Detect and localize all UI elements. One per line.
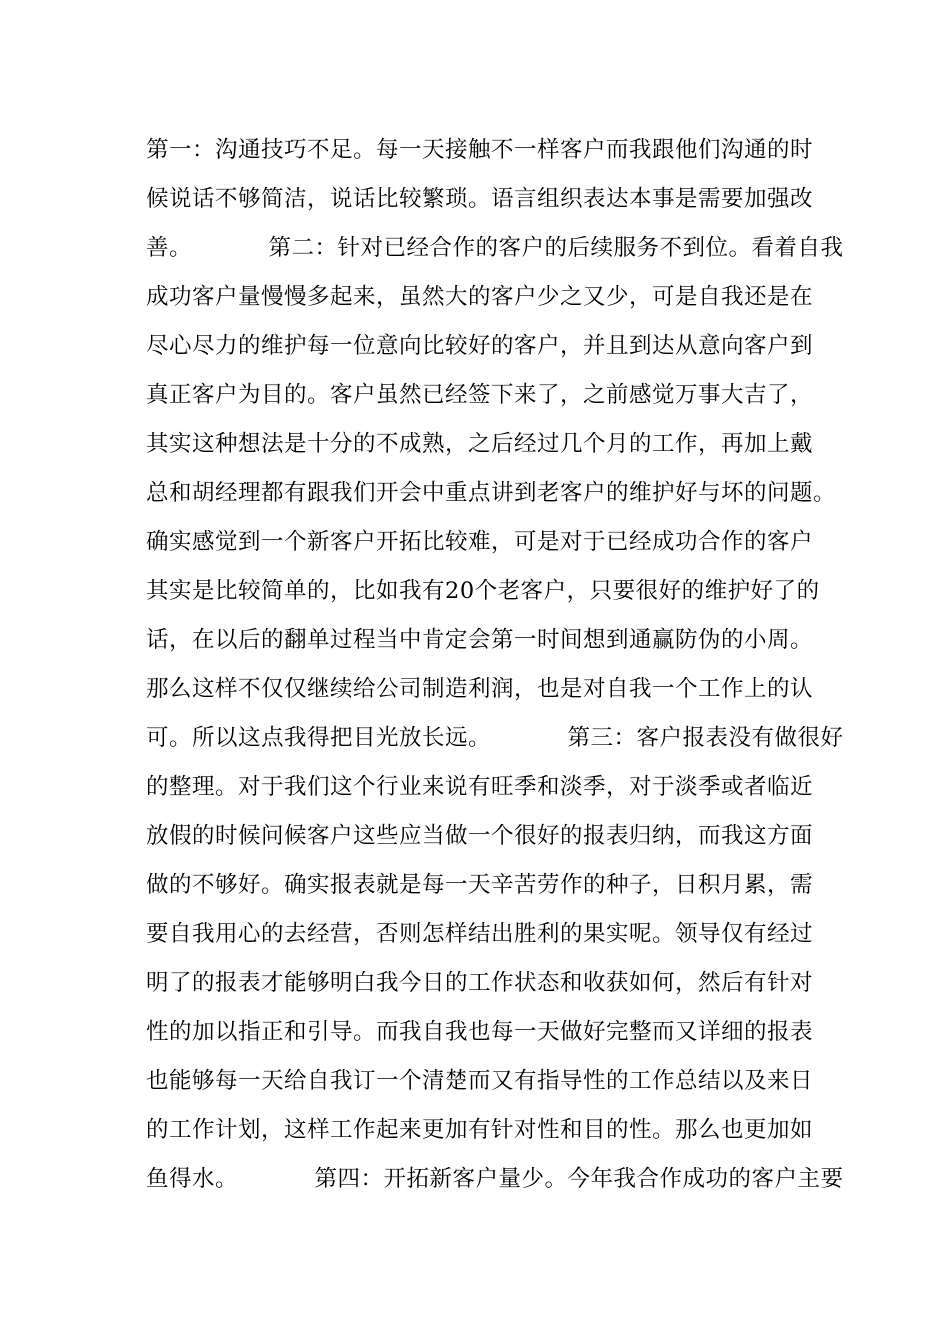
text-line: 第一：沟通技巧不足。每一天接触不一样客户而我跟他们沟通的时 — [146, 137, 814, 163]
text-line: 真正客户为目的。客户虽然已经签下来了，之前感觉万事大吉了， — [146, 382, 814, 408]
text-line: 放假的时候问候客户这些应当做一个很好的报表归纳，而我这方面 — [146, 823, 814, 849]
text-line: 话，在以后的翻单过程当中肯定会第一时间想到通赢防伪的小周。 — [146, 627, 814, 653]
text-line: 要自我用心的去经营，否则怎样结出胜利的果实呢。领导仅有经过 — [146, 921, 814, 947]
text-line: 的整理。对于我们这个行业来说有旺季和淡季，对于淡季或者临近 — [146, 774, 814, 800]
text-line: 确实感觉到一个新客户开拓比较难，可是对于已经成功合作的客户 — [146, 529, 814, 555]
text-line: 明了的报表才能够明白我今日的工作状态和收获如何，然后有针对 — [146, 970, 814, 996]
text-line: 性的加以指正和引导。而我自我也每一天做好完整而又详细的报表 — [146, 1019, 814, 1045]
text-line: 成功客户量慢慢多起来，虽然大的客户少之又少，可是自我还是在 — [146, 284, 814, 310]
text-line: 鱼得水。 第四：开拓新客户量少。今年我合作成功的客户主要 — [146, 1166, 844, 1192]
text-line: 候说话不够简洁，说话比较繁琐。语言组织表达本事是需要加强改 — [146, 186, 814, 212]
text-line: 尽心尽力的维护每一位意向比较好的客户，并且到达从意向客户到 — [146, 333, 814, 359]
text-line: 那么这样不仅仅继续给公司制造利润，也是对自我一个工作上的认 — [146, 676, 814, 702]
text-line: 其实是比较简单的，比如我有20个老客户，只要很好的维护好了的 — [146, 578, 820, 604]
text-line: 善。 第二：针对已经合作的客户的后续服务不到位。看着自我 — [146, 235, 844, 261]
text-line: 总和胡经理都有跟我们开会中重点讲到老客户的维护好与坏的问题。 — [146, 480, 837, 506]
text-line: 其实这种想法是十分的不成熟，之后经过几个月的工作，再加上戴 — [146, 431, 814, 457]
text-line: 可。所以这点我得把目光放长远。 第三：客户报表没有做很好 — [146, 725, 844, 751]
text-line: 做的不够好。确实报表就是每一天辛苦劳作的种子，日积月累，需 — [146, 872, 814, 898]
text-line: 的工作计划，这样工作起来更加有针对性和目的性。那么也更加如 — [146, 1117, 814, 1143]
text-line: 也能够每一天给自我订一个清楚而又有指导性的工作总结以及来日 — [146, 1068, 814, 1094]
